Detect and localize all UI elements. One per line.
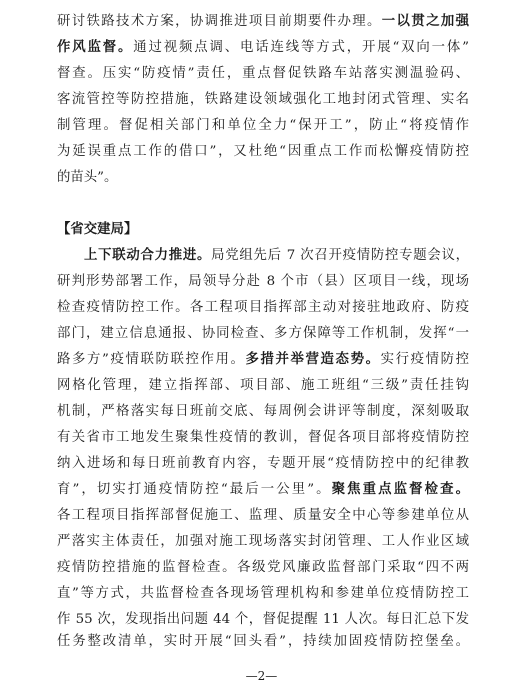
bold-heading-text: 聚焦重点监督检查。 [331, 482, 469, 497]
paragraph-line: 为延误重点工作的借口”，又杜绝“因重点工作而松懈疫情防控 [57, 144, 469, 159]
paragraph-line: 纳入进场和每日班前教育内容，专题开展“疫情防控中的纪律教 [57, 456, 469, 471]
paragraph-line [84, 244, 469, 268]
paragraph-line: 严落实主体责任，加强对施工现场落实封闭管理、工人作业区域 [57, 534, 469, 549]
paragraph-line: 部门，建立信息通报、协同检查、多方保障等工作机制，发挥“一 [57, 326, 469, 341]
paragraph-line: 督查。压实“防疫情”责任，重点督促铁路车站落实测温验码、 [57, 66, 469, 81]
bold-heading-text: 上下联动合力推进。 [84, 248, 212, 263]
paragraph-line [57, 478, 469, 502]
paragraph-line: 的苗头”。 [57, 170, 118, 185]
body-text: 局党组先后 7 次召开疫情防控专题会议， [211, 248, 469, 263]
paragraph-line: 检查疫情防控工作。各工程项目指挥部主动对接驻地政府、防疫 [57, 300, 469, 315]
paragraph-line [57, 10, 469, 34]
paragraph-line [57, 348, 469, 372]
body-text: 育”，切实打通疫情防控“最后一公里”。 [57, 482, 332, 497]
section-heading [57, 218, 469, 242]
paragraph-line: 网格化管理，建立指挥部、项目部、施工班组“三级”责任挂钩 [57, 378, 469, 393]
body-text: 路多方”疫情联防联控作用。 [57, 352, 246, 367]
paragraph-line: 任务整改清单，实时开展“回头看”，持续加固疫情防控堡垒。 [57, 634, 469, 649]
page-number: —2— [245, 669, 278, 683]
paragraph-line [57, 36, 469, 60]
paragraph-line: 客流管控等防控措施，铁路建设领域强化工地封闭式管理、实名 [57, 92, 469, 107]
paragraph-line: 制管理。督促相关部门和单位全力“保开工”，防止“将疫情作 [57, 118, 469, 133]
paragraph-line: 直”等方式，共监督检查各现场管理机构和参建单位疫情防控工 [57, 586, 469, 601]
paragraph-line: 疫情防控措施的监督检查。各级党风廉政监督部门采取“四不两 [57, 560, 469, 575]
body-text: 通过视频点调、电话连线等方式，开展“双向一体” [133, 40, 469, 55]
bold-heading-text: 多措并举营造态势。 [245, 352, 381, 367]
section-heading-text: 【省交建局】 [57, 222, 138, 237]
bold-heading-text: 一以贯之加强 [381, 14, 469, 29]
paragraph-line: 机制，严格落实每日班前交底、每周例会讲评等制度，深刻吸取 [57, 404, 469, 419]
paragraph-line: 各工程项目指挥部督促施工、监理、质量安全中心等参建单位从 [57, 508, 469, 523]
paragraph-line: 有关省市工地发生聚集性疫情的教训，督促各项目部将疫情防控 [57, 430, 469, 445]
body-text: 实行疫情防控 [380, 352, 469, 367]
bold-heading-text: 作风监督。 [57, 40, 134, 55]
body-text: 研讨铁路技术方案，协调推进项目前期要件办理。 [57, 14, 382, 29]
paragraph-line: 研判形势部署工作，局领导分赴 8 个市（县）区项目一线，现场 [57, 274, 469, 289]
paragraph-line: 作 55 次，发现指出问题 44 个，督促提醒 11 人次。每日汇总下发 [57, 612, 469, 627]
